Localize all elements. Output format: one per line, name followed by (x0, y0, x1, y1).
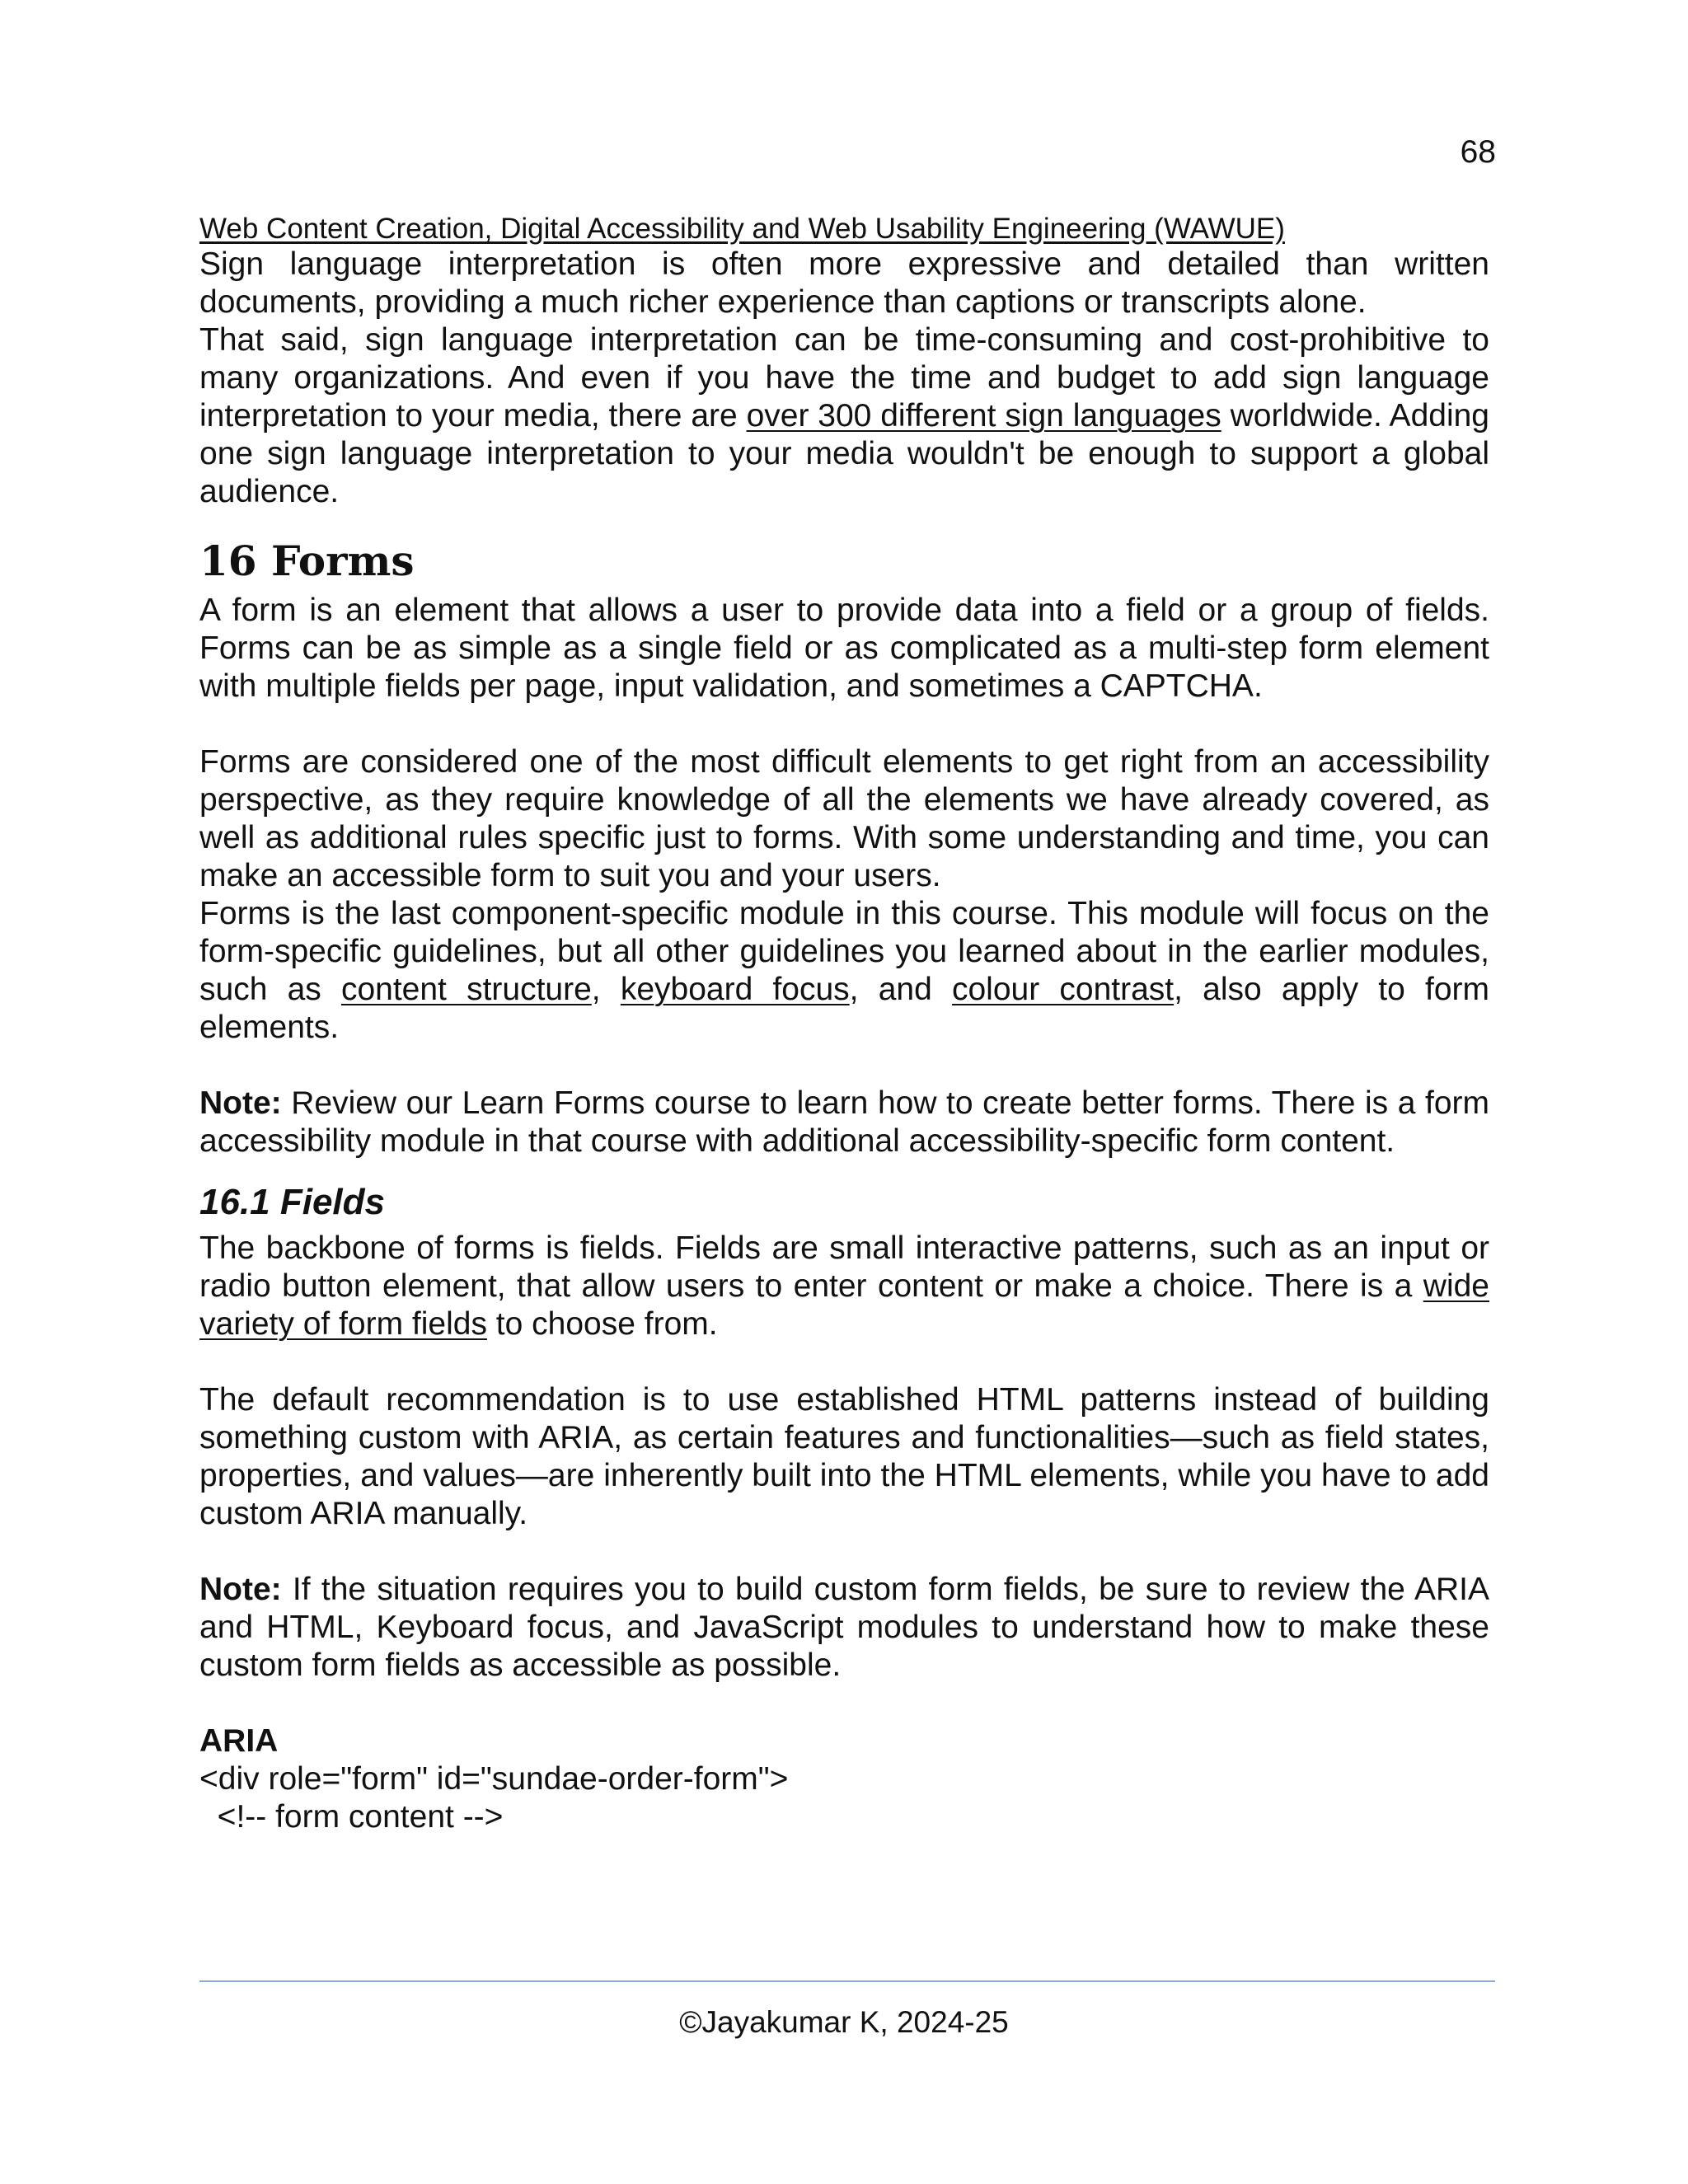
fields-note (199, 1571, 1489, 1685)
code-line: <div role="form" id="sundae-order-form"> (199, 1761, 789, 1797)
colour-contrast-link[interactable]: colour contrast (951, 972, 1175, 1007)
spacer (199, 705, 1489, 743)
spacer (199, 1685, 1489, 1722)
forms-paragraph-3 (199, 895, 1489, 1047)
footer-copyright: ©Jayakumar K, 2024-25 (679, 2005, 1009, 2039)
forms-paragraph-1: A form is an element that allows a user to provide data into a field or a group of fields. Forms can be as simple as a single field or as complicated as a multi-step form element with multiple fields per page, input validation, and sometimes a CAPTCHA. (199, 593, 1489, 704)
form-fields-link[interactable]: wide variety of form fields (199, 1268, 1489, 1342)
keyboard-focus-link[interactable]: keyboard focus (620, 972, 850, 1007)
sign-languages-link[interactable]: over 300 different sign languages (746, 398, 1221, 434)
note-label: Note: (199, 1085, 282, 1121)
page-number: 68 (1460, 134, 1496, 170)
forms-paragraph-2: Forms are considered one of the most difficult elements to get right from an accessibility perspective, as they require knowledge of all the elements we have already covered, as well as additional rules specific just to forms. With some understanding and time, you can make an accessible form to suit you and your users. (199, 744, 1489, 893)
fields-paragraph-1 (199, 1230, 1489, 1343)
intro-text-before: That said, sign language interpretation can be time-consuming and cost-prohibitive to many organizations. And even if you have the time and budget to add sign language interpretation to your media, there are (199, 322, 1489, 434)
footer-divider (199, 1980, 1495, 1982)
fields-heading: 16.1 Fields (199, 1182, 386, 1222)
forms-separator-1: , (591, 972, 621, 1007)
intro-paragraph-1: Sign language interpretation is often more expressive and detailed than written documents, providing a much richer experience than captions or transcripts alone. (199, 246, 1489, 320)
note-label: Note: (199, 1572, 282, 1607)
forms-heading: 16 Forms (199, 537, 415, 585)
page-content (199, 213, 1489, 1836)
intro-paragraph-2 (199, 321, 1489, 511)
spacer (199, 1533, 1489, 1571)
spacer (199, 1343, 1489, 1381)
spacer (199, 1047, 1489, 1085)
fields-text-before: The backbone of forms is fields. Fields are small interactive patterns, such as an input or radio button element, that allow users to enter content or make a choice. There is a (199, 1230, 1489, 1304)
forms-text-after: , also apply to form elements. (199, 972, 1490, 1045)
code-heading: ARIA (199, 1723, 279, 1759)
forms-text-before: Forms is the last component-specific module in this course. This module will focus on the form-specific guidelines, but all other guidelines you learned about in the earlier modules, such as (199, 896, 1489, 1007)
fields-text-after: to choose from. (486, 1306, 718, 1342)
note-text: Review our Learn Forms course to learn how to create better forms. There is a form accessibility module in that course with additional accessibility-specific form content. (199, 1085, 1489, 1159)
forms-separator-2: , and (849, 972, 952, 1007)
fields-paragraph-2: The default recommendation is to use established HTML patterns instead of building something custom with ARIA, as certain features and functionalities—such as field states, properties, and values—are inherently built into the HTML elements, while you have to add custom ARIA manually. (199, 1382, 1489, 1531)
content-structure-link[interactable]: content structure (340, 972, 592, 1007)
code-line: <!-- form content --> (199, 1799, 504, 1835)
forms-note (199, 1085, 1489, 1160)
running-title: Web Content Creation, Digital Accessibility and Web Usability Engineering (WAWUE) (199, 213, 1285, 245)
note-text: If the situation requires you to build custom form fields, be sure to review the ARIA and HTML, Keyboard focus, and JavaScript modules to understand how to make these custom form fields as accessible as possible. (199, 1572, 1489, 1683)
intro-text-after: worldwide. Adding one sign language interpretation to your media wouldn't be enough to support a global audience. (199, 398, 1489, 509)
